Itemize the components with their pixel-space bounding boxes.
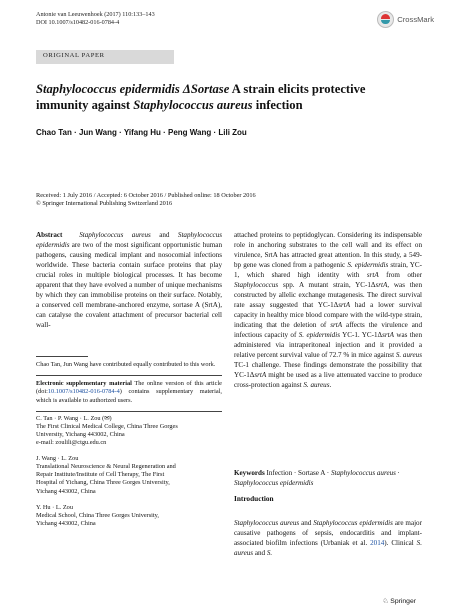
left-column: [36, 230, 222, 528]
journal-citation: Antonie van Leeuwenhoek (2017) 110:133–143: [36, 11, 155, 18]
intro-text: Staphylococcus aureus: [234, 519, 300, 527]
abstract-text: had a lower survival capacity in healthy mice blood compare with the wild-type strain, indicating that the deletion of: [234, 301, 422, 329]
abstract-text: srtA: [366, 271, 379, 279]
copyright: © Springer International Publishing Switzerland 2016: [36, 200, 173, 208]
abstract-text: spp. A mutant strain, YC-1Δ: [278, 281, 376, 289]
article-title: [36, 82, 420, 113]
doi-link[interactable]: 10.1007/s10482-016-0784-4: [47, 388, 120, 396]
doi-line: DOI 10.1007/s10482-016-0784-4: [36, 19, 120, 27]
crossmark-label: CrossMark: [397, 15, 434, 24]
title-part: infection: [252, 97, 303, 112]
affiliation-line: The First Clinical Medical College, China Three Gorges: [36, 422, 178, 430]
abstract-text: from other: [378, 271, 422, 279]
abstract-text: Staphylococcus: [234, 281, 279, 289]
esm-text: ) contains supplementary material, which is available to authorized users.: [36, 388, 222, 404]
journal-info: [36, 11, 155, 28]
author-list: Chao Tan · Jun Wang · Yifang Hu · Peng Wang · Lili Zou: [36, 128, 247, 137]
received-dates: Received: 1 July 2016 / Accepted: 6 October 2016 / Published online: 18 October 2016: [36, 192, 256, 199]
abstract-text: attached proteins to peptidoglycan. Considering its indispensable role in anchoring substrates to the cell wall and its effect on virulence, SrtA has attracted great attention. In this study, a 549-bp gene was cloned from a pathogenic: [234, 231, 422, 269]
abstract-text: srtA: [375, 281, 388, 289]
affiliation-names: Y. Hu · L. Zou: [36, 503, 73, 511]
abstract-text: Staphylococcus epidermidis: [36, 231, 223, 249]
publisher-footer: [382, 597, 416, 605]
citation-link[interactable]: 2014: [370, 539, 385, 547]
affiliation-block: [36, 415, 222, 447]
publication-history: [36, 192, 424, 209]
intro-text: and: [299, 519, 314, 527]
abstract-text: srtA: [254, 371, 267, 379]
affiliation-line: Repair Institute/Institute of Cell Therapy, The First: [36, 471, 165, 479]
keywords: [234, 468, 422, 488]
affiliation-line: Yichang 443002, China: [36, 487, 96, 495]
abstract-text: S. aureus: [395, 351, 422, 359]
abstract-text: TC-1 challenge. These findings demonstrate the possibility that YC-1Δ: [234, 361, 422, 379]
abstract-text: affects the virulence and infectious capacity of: [234, 321, 422, 339]
crossmark-badge[interactable]: [377, 11, 434, 28]
right-column-abstract: [234, 230, 422, 390]
esm-heading: Electronic supplementary material: [36, 380, 132, 388]
intro-text: S. aureus: [234, 539, 422, 557]
crossmark-icon: [377, 11, 394, 28]
introduction-heading: Introduction: [234, 494, 274, 503]
abstract-text: might be used as a live attenuated vaccine to produce cross-protection against: [234, 371, 422, 389]
abstract-text: srtA: [330, 321, 343, 329]
abstract-heading: Abstract: [36, 231, 63, 239]
keywords-text: Staphylococcus aureus · Staphylococcus epidermidis: [234, 469, 400, 487]
title-part: Staphylococcus epidermidis ΔSortase: [36, 82, 230, 96]
affiliation-line: University, Yichang 443002, China: [36, 431, 125, 438]
title-part: A strain elicits protective immunity against: [36, 82, 366, 112]
abstract-text: S. aureus: [303, 381, 330, 389]
intro-text: ). Clinical: [384, 539, 417, 547]
abstract-text: Staphylococcus aureus: [79, 231, 151, 239]
affiliation-names: C. Tan · P. Wang · L. Zou (✉): [36, 414, 112, 422]
intro-text: and: [253, 549, 267, 557]
affiliation-names: J. Wang · L. Zou: [36, 455, 79, 463]
abstract-text: , was then constructed by allelic exchange mutagenesis. The direct survival rate assay suggested that YC-1Δ: [234, 281, 422, 309]
abstract-text: YC-1. YC-1Δ: [339, 331, 383, 339]
affiliation-line: Translational Neuroscience & Neural Regeneration and: [36, 463, 176, 471]
footnote: Chao Tan, Jun Wang have contributed equally contributed to this work.: [36, 361, 216, 368]
abstract: [36, 230, 222, 330]
introduction-text: [234, 518, 422, 558]
footnote-rule: [36, 356, 88, 357]
affiliation-line: Yichang 443002, China: [36, 519, 96, 527]
title-part: Staphylococcus aureus: [133, 97, 253, 112]
section-label: ORIGINAL PAPER: [43, 52, 105, 59]
affiliation-block: [36, 455, 222, 495]
affiliation-line: Medical School, China Three Gorges University,: [36, 511, 159, 519]
abstract-text: was then administered via intraperitoneal injection and it provided a relative percent survival value of 72.7 % in mice against: [234, 331, 423, 359]
intro-text: S.: [266, 549, 273, 557]
affiliation-block: [36, 504, 222, 528]
email[interactable]: e-mail: zoulili@ctgu.edu.cn: [36, 439, 107, 447]
esm-text: The online version of this article (doi:: [36, 380, 222, 396]
publisher-name: Springer: [390, 598, 416, 605]
affiliation-line: Hospital of Yichang, China Three Gorges University,: [36, 479, 170, 487]
esm-rule: [36, 375, 222, 376]
abstract-text: and: [150, 231, 178, 239]
abstract-text: S. epidermidis: [298, 331, 340, 339]
intro-text: Staphylococcus epidermidis: [313, 519, 393, 527]
abstract-text: srtA: [382, 331, 394, 339]
keywords-text: Infection · Sortase A ·: [264, 469, 331, 477]
intro-text: are major causative pathogens of sepsis, endocarditis and implant-associated biofilm infections (Urbaniak et al.: [234, 519, 422, 547]
abstract-text: srtA: [338, 301, 351, 309]
abstract-text: strain, YC-1, which shared high identity with: [234, 261, 422, 279]
abstract-text: S. epidermidis: [347, 261, 389, 269]
esm-note: [36, 380, 222, 405]
abstract-text: are two of the most significant opportunistic human pathogens, causing medical implant and nosocomial infections worldwide. These bacteria contain surface proteins that play crucial roles in multiple biological processes. It has become apparent that they have evolved a number of unique mechanisms by which they can immobilise proteins on their surface. Notably, a conserved cell membrane-anchored enzyme, sortase A (SrtA), can catalyse the covalent attachment of precursor bacterial cell wall-: [36, 241, 222, 329]
springer-icon: ♘: [382, 598, 389, 605]
affiliation-rule: [36, 411, 222, 412]
abstract-text: .: [329, 381, 332, 389]
keywords-heading: Keywords: [234, 469, 265, 477]
